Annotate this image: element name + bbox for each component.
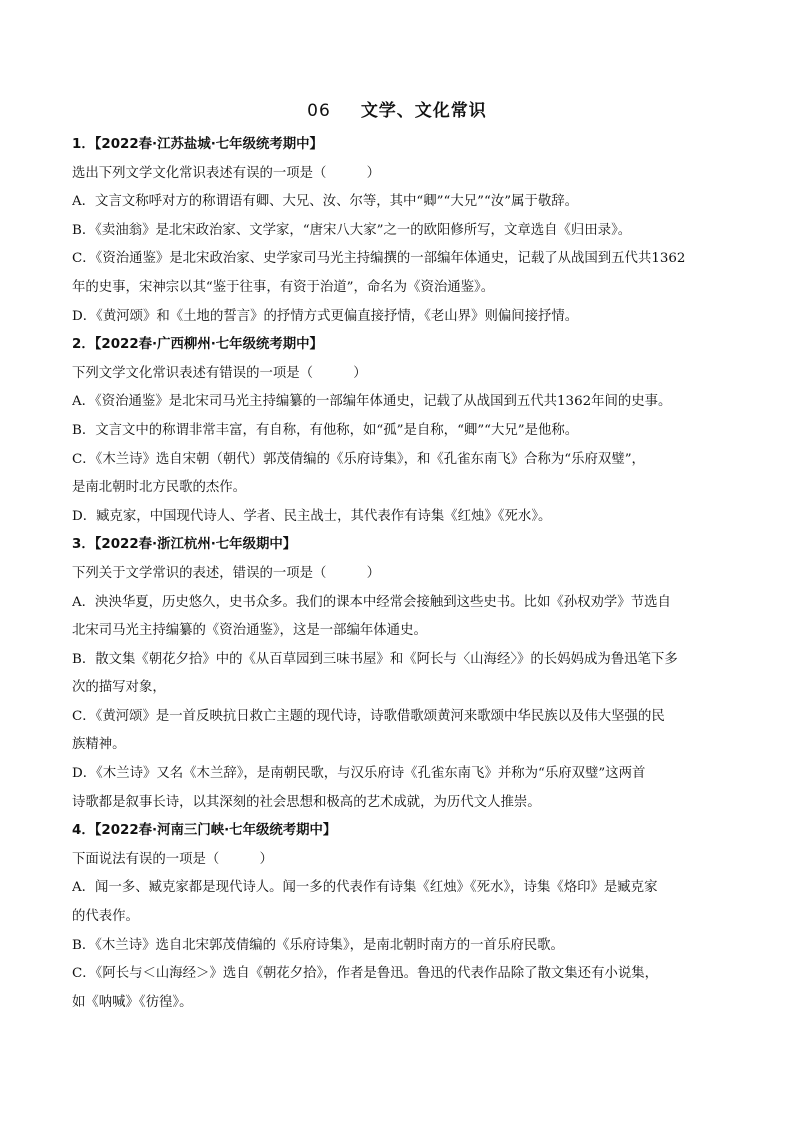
question-header: 1．【2022春·江苏盐城·七年级统考期中】 <box>72 137 323 152</box>
question-stem: 下列文学文化常识表述有错误的一项是（ ） <box>72 365 367 381</box>
option-line: C．《资治通鉴》是北宋政治家、史学家司马光主持编撰的一部编年体通史，记载了从战国到五代共1362 <box>72 251 686 267</box>
option-line: D．《木兰诗》又名《木兰辞》，是南朝民歌，与汉乐府诗《孔雀东南飞》并称为“乐府双璧”这两首 <box>72 766 646 782</box>
option-line: B．《木兰诗》选自北宋郭茂倩编的《乐府诗集》，是南北朝时南方的一首乐府民歌。 <box>72 937 564 953</box>
option-line: 次的描写对象， <box>72 680 166 696</box>
question-stem: 选出下列文学文化常识表述有误的一项是（ ） <box>72 165 380 181</box>
option-line: A．文言文称呼对方的称谓语有卿、大兄、汝、尔等，其中“卿”“大兄”“汝”属于敬辞。 <box>72 194 579 210</box>
section-number: 06 <box>307 101 331 121</box>
option-line: 诗歌都是叙事长诗，以其深刻的社会思想和极高的艺术成就，为历代文人推崇。 <box>72 794 541 810</box>
question-header: 2．【2022春·广西柳州·七年级统考期中】 <box>72 337 323 353</box>
option-line: 年的史事，宋神宗以其“鉴于往事，有资于治道”，命名为《资治通鉴》。 <box>72 279 495 295</box>
option-line: 的代表作。 <box>72 909 139 925</box>
option-line: D．《黄河颂》和《土地的誓言》的抒情方式更偏直接抒情，《老山界》则偏间接抒情。 <box>72 308 579 324</box>
option-line: A．《资治通鉴》是北宋司马光主持编纂的一部编年体通史，记载了从战国到五代共1362年间的史事。 <box>72 394 672 410</box>
page-title <box>0 96 794 121</box>
option-line: 族精神。 <box>72 737 126 753</box>
option-line: C．《黄河颂》是一首反映抗日救亡主题的现代诗，诗歌借歌颂黄河来歌颂中华民族以及伟大坚强的民 <box>72 708 665 724</box>
question-list <box>72 131 724 1017</box>
question-header: 3．【2022春·浙江杭州·七年级期中】 <box>72 537 297 553</box>
option-line: 如《呐喊》《彷徨》。 <box>72 994 193 1010</box>
question-stem: 下面说法有误的一项是（ ） <box>72 851 273 867</box>
option-line: A．闻一多、臧克家都是现代诗人。闻一多的代表作有诗集《红烛》《死水》，诗集《烙印》是臧克家 <box>72 880 658 896</box>
option-line: C．《阿长与＜山海经＞》选自《朝花夕拾》，作者是鲁迅。鲁迅的代表作品除了散文集还有小说集， <box>72 966 659 982</box>
option-line: D．臧克家，中国现代诗人、学者、民主战士，其代表作有诗集《红烛》《死水》。 <box>72 508 552 524</box>
option-line: A．泱泱华夏，历史悠久，史书众多。我们的课本中经常会接触到这些史书。比如《孙权劝学》节选自 <box>72 594 671 610</box>
option-line: 北宋司马光主持编纂的《资治通鉴》，这是一部编年体通史。 <box>72 623 427 639</box>
section-title: 文学、文化常识 <box>360 101 487 121</box>
option-line: B．《卖油翁》是北宋政治家、文学家，“唐宋八大家”之一的欧阳修所写，文章选自《归田录》。 <box>72 222 632 238</box>
option-line: B．散文集《朝花夕拾》中的《从百草园到三味书屋》和《阿长与〈山海经〉》的长妈妈成为鲁迅笔下多 <box>72 651 678 667</box>
option-line: C．《木兰诗》选自宋朝（朝代）郭茂倩编的《乐府诗集》，和《孔雀东南飞》合称为“乐府双璧”， <box>72 451 645 467</box>
question-stem: 下列关于文学常识的表述，错误的一项是（ ） <box>72 565 380 581</box>
option-line: B．文言文中的称谓非常丰富，有自称，有他称，如“孤”是自称，“卿”“大兄”是他称。 <box>72 422 579 438</box>
option-line: 是南北朝时北方民歌的杰作。 <box>72 480 247 496</box>
question-header: 4．【2022春·河南三门峡·七年级统考期中】 <box>72 823 337 839</box>
